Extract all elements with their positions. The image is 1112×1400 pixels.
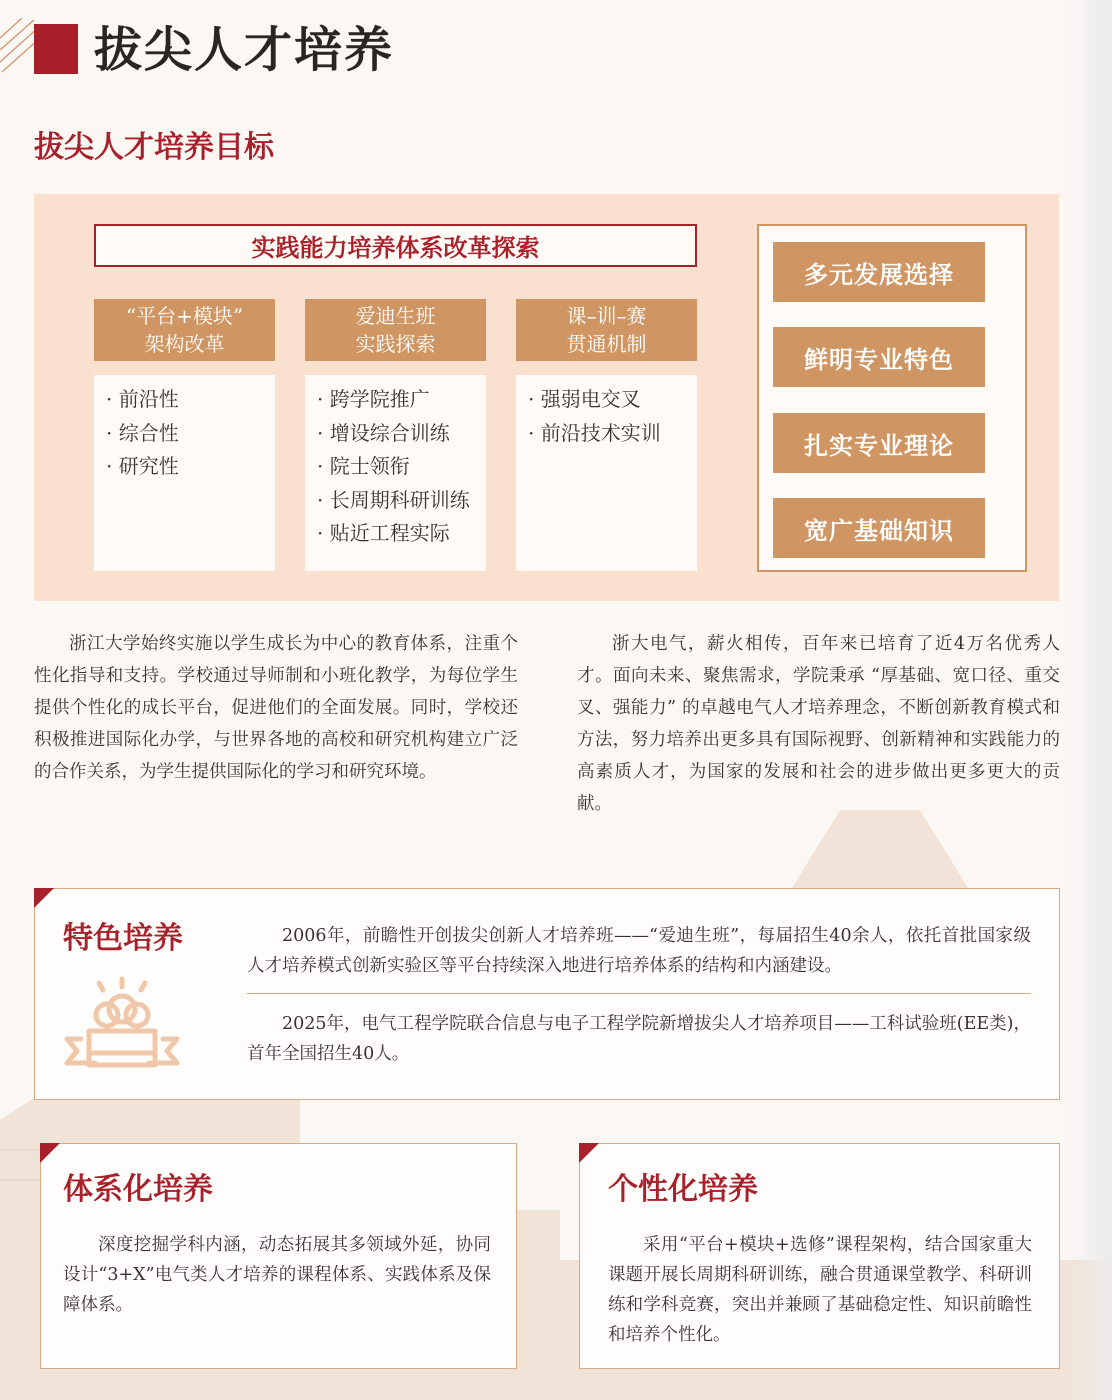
goals-diagram-panel: [34, 194, 1059, 601]
card-title: 体系化培养: [63, 1172, 213, 1207]
personalized-training-card: [579, 1143, 1060, 1369]
card-divider: [247, 993, 1031, 994]
column-list: [516, 375, 697, 571]
goal-box: 鲜明专业特色: [773, 327, 985, 387]
card-title: 特色培养: [63, 921, 183, 956]
feature-text-ee: 2025年，电气工程学院联合信息与电子工程学院新增拔尖人才培养项目——工科试验班(EE类)，首年全国招生40人。: [247, 1014, 1031, 1064]
page-edge-shadow: [1064, 0, 1112, 1400]
practice-system-title: 实践能力培养体系改革探索: [94, 224, 697, 267]
column-list: [94, 375, 275, 571]
goal-box: 扎实专业理论: [773, 413, 985, 473]
list-item: · 强弱电交叉: [528, 387, 641, 411]
list-item: · 贴近工程实际: [317, 521, 450, 545]
list-item: · 综合性: [106, 420, 179, 445]
column-header-line: 贯通机制: [566, 332, 647, 356]
feature-text-edison: 2006年，前瞻性开创拔尖创新人才培养班——“爱迪生班”，每届招生40余人，依托首批国家级人才培养模式创新实验区等平台持续深入地进行培养体系的结构和内涵建设。: [247, 926, 1031, 976]
column-course-training-competition: [516, 299, 697, 571]
column-header-line: 架构改革: [144, 332, 225, 356]
card-text: 深度挖掘学科内涵，动态拓展其多领域外延，协同设计“3+X”电气类人才培养的课程体系、实践体系及保障体系。: [63, 1235, 491, 1315]
list-item: · 研究性: [106, 454, 179, 478]
graduation-icon: [59, 975, 185, 1075]
page-title: 拔尖人才培养: [94, 22, 395, 78]
list-item: · 院士领衔: [317, 454, 410, 478]
column-header-line: 爱迪生班: [355, 304, 436, 328]
column-header: [516, 299, 697, 361]
section-heading: 拔尖人才培养目标: [34, 130, 274, 165]
corner-marker: [40, 1143, 60, 1163]
intro-paragraph-right: 浙大电气，薪火相传，百年来已培育了近4万名优秀人才。面向未来、聚焦需求，学院秉承 “厚基础、宽口径、重交叉、强能力” 的卓越电气人才培养理念，不断创新教育模式和方法，努力培养出更多具有国际视野、创新精神和实践能力的高素质人才，为国家的发展和社会的进步做出更多更大的贡献。: [577, 634, 1060, 814]
column-platform-module: [94, 299, 275, 571]
goals-stack: [757, 224, 1027, 572]
goal-box: 宽广基础知识: [773, 498, 985, 558]
column-list: [305, 375, 486, 571]
card-title: 个性化培养: [608, 1172, 758, 1207]
column-header-line: 实践探索: [355, 332, 436, 356]
column-header: [305, 299, 486, 361]
goal-box: 多元发展选择: [773, 242, 985, 302]
feature-training-card: [34, 888, 1060, 1100]
column-header-line: “平台+模块”: [125, 304, 244, 328]
list-item: · 前沿技术实训: [528, 420, 661, 445]
corner-marker: [34, 888, 54, 908]
list-item: · 前沿性: [106, 387, 179, 411]
column-header-line: 课–训–赛: [566, 304, 647, 328]
column-edison-class: [305, 299, 486, 571]
intro-paragraph-left: 浙江大学始终实施以学生成长为中心的教育体系，注重个性化指导和支持。学校通过导师制和小班化教学，为每位学生提供个性化的成长平台，促进他们的全面发展。同时，学校还积极推进国际化办学，与世界各地的高校和研究机构建立广泛的合作关系，为学生提供国际化的学习和研究环境。: [34, 634, 518, 782]
card-text: 采用“平台+模块+选修”课程架构，结合国家重大课题开展长周期科研训练，融合贯通课堂教学、科研训练和学科竞赛，突出并兼顾了基础稳定性、知识前瞻性和培养个性化。: [608, 1235, 1032, 1345]
list-item: · 长周期科研训练: [317, 487, 470, 512]
list-item: · 增设综合训练: [317, 420, 450, 445]
corner-marker: [579, 1143, 599, 1163]
title-accent-block: [34, 24, 78, 74]
list-item: · 跨学院推广: [317, 387, 430, 411]
column-header: [94, 299, 275, 361]
systematic-training-card: [40, 1143, 517, 1369]
